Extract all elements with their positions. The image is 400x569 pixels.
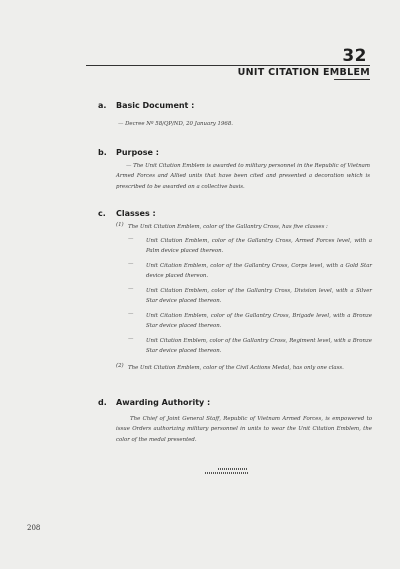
class-item-1	[116, 222, 372, 234]
subclass-text: Unit Citation Emblem, color of the Gallantry Cross, Corps level, with a Gold Star device placed thereon.	[146, 263, 372, 280]
section-b-letter: b.	[98, 148, 107, 157]
class-item-2-text: The Unit Citation Emblem, color of the Civil Actions Medal, has only one class.	[128, 365, 344, 371]
subclass-item: — Unit Citation Emblem, color of the Gallantry Cross, Corps level, with a Gold Star device placed thereon.	[128, 261, 372, 285]
class-item-2-mark: (2)	[116, 363, 124, 369]
section-b-body: — The Unit Citation Emblem is awarded to military personnel in the Republic of Vietnam Armed Forces and Allied units that have been cited and presented a decoration which is prescribed to be awarded on a collective basis.	[116, 163, 370, 190]
subclass-text: Unit Citation Emblem, color of the Gallantry Cross, Regiment level, with a Bronze Star device placed thereon.	[146, 338, 372, 355]
section-c-letter: c.	[98, 209, 106, 218]
ornament-rule	[205, 472, 249, 474]
section-a-letter: a.	[98, 101, 107, 110]
page-title: UNIT CITATION EMBLEM	[237, 67, 370, 78]
section-d-heading	[98, 398, 210, 407]
subclass-text: Unit Citation Emblem, color of the Gallantry Cross, Division level, with a Silver Star device placed thereon.	[146, 288, 372, 305]
subclass-text: Unit Citation Emblem, color of the Gallantry Cross, Brigade level, with a Bronze Star device placed thereon.	[146, 313, 372, 330]
section-b-title: Purpose :	[116, 148, 159, 157]
subclass-item: — Unit Citation Emblem, color of the Gallantry Cross, Brigade level, with a Bronze Star device placed thereon.	[128, 311, 372, 335]
page-folio: 208	[27, 524, 41, 532]
class-item-1-mark: (1)	[116, 222, 124, 228]
section-a-title: Basic Document :	[116, 101, 195, 110]
subclass-item: — Unit Citation Emblem, color of the Gallantry Cross, Armed Forces level, with a Palm device placed thereon.	[128, 236, 372, 260]
section-d-letter: d.	[98, 398, 107, 407]
subclass-text: Unit Citation Emblem, color of the Gallantry Cross, Armed Forces level, with a Palm device placed thereon.	[146, 238, 372, 255]
section-a-heading	[98, 101, 194, 110]
ornament-rule	[218, 468, 248, 470]
class-item-1-text: The Unit Citation Emblem, color of the Gallantry Cross, has five classes :	[128, 224, 328, 230]
section-d-body: The Chief of Joint General Staff, Republic of Vietnam Armed Forces, is empowered to issue Orders authorizing military personnel in units to wear the Unit Citation Emblem, the color of the medal presented.	[116, 416, 372, 443]
subclass-item: — Unit Citation Emblem, color of the Gallantry Cross, Division level, with a Silver Star device placed thereon.	[128, 286, 372, 310]
section-b-heading	[98, 148, 159, 157]
section-c-heading	[98, 209, 156, 218]
section-c-title: Classes :	[116, 209, 156, 218]
section-a-body	[118, 119, 338, 129]
subclass-item: — Unit Citation Emblem, color of the Gallantry Cross, Regiment level, with a Bronze Star device placed thereon.	[128, 336, 372, 360]
section-d-title: Awarding Authority :	[116, 398, 211, 407]
basic-document-line: — Decree Nº 58/QP/ND, 20 January 1968.	[118, 121, 233, 127]
page-number: 32	[342, 46, 367, 66]
header-rule	[86, 65, 370, 66]
title-underline	[334, 79, 370, 80]
class-item-2	[116, 363, 372, 387]
